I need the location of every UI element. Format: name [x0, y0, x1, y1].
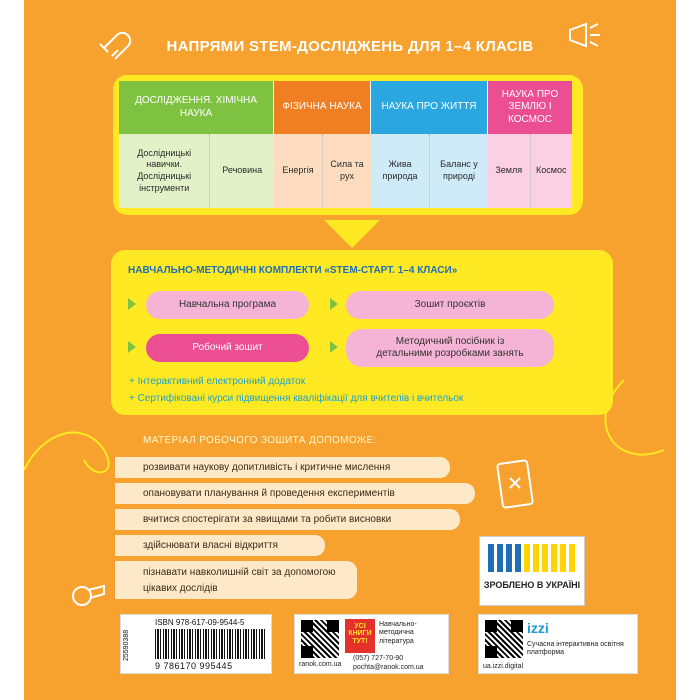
direction-header: НАУКА ПРО ЗЕМЛЮ І КОСМОС — [488, 81, 572, 134]
barcode-side-number: 25590388 — [123, 629, 130, 661]
back-cover — [24, 0, 676, 700]
material-item: вчитися спостерігати за явищами та робити висновки — [115, 509, 460, 530]
publisher-site: ranok.com.ua — [299, 661, 342, 668]
direction-subtopic: Дослідницькі навички. Дослідницькі інструменти — [119, 134, 210, 208]
barcode-number: 9 786170 995445 — [155, 661, 233, 671]
direction-subtopic: Речовина — [222, 165, 263, 176]
page-title: НАПРЯМИ STEM-ДОСЛІДЖЕНЬ ДЛЯ 1–4 КЛАСІВ — [166, 38, 534, 55]
flag-stripes-icon — [488, 544, 575, 572]
kit-item: Робочий зошит — [146, 334, 309, 362]
kit-extra: + Сертифіковані курси підвищення кваліфікації для вчителів і вчительок — [129, 393, 464, 404]
whistle-icon — [68, 580, 108, 610]
bullet-triangle-icon — [128, 298, 136, 310]
direction-header: ФІЗИЧНА НАУКА — [274, 81, 371, 134]
material-item: здійснювати власні відкриття — [115, 535, 325, 556]
kit-item: Методичний посібник із детальними розробками занять — [346, 329, 554, 367]
kit-item: Зошит проєктів — [346, 291, 554, 319]
direction-column-chemistry — [119, 81, 274, 208]
direction-header: НАУКА ПРО ЖИТТЯ — [371, 81, 488, 134]
down-arrow-icon — [324, 220, 380, 248]
izzi-logo: izzi — [527, 620, 549, 636]
direction-header: ДОСЛІДЖЕННЯ. ХІМІЧНА НАУКА — [119, 81, 274, 134]
kits-title: НАВЧАЛЬНО-МЕТОДИЧНІ КОМПЛЕКТИ «STEM-СТАРТ. 1–4 КЛАСИ» — [128, 265, 458, 276]
imprint-area — [120, 614, 640, 684]
kit-item: Навчальна програма — [146, 291, 309, 319]
material-item: пізнавати навколишній світ за допомогою цікавих дослідів — [115, 561, 357, 599]
kit-extra: + Інтерактивний електронний додаток — [129, 376, 306, 387]
izzi-tagline: Сучасна інтерактивна освітня платформа — [527, 641, 624, 657]
kits-panel — [111, 250, 613, 415]
made-in-ukraine-badge — [479, 536, 585, 606]
direction-column-life — [371, 81, 488, 208]
direction-subtopic: Жива природа — [371, 134, 430, 208]
material-heading: МАТЕРІАЛ РОБОЧОГО ЗОШИТА ДОПОМОЖЕ: — [143, 435, 377, 446]
barcode-block — [120, 614, 272, 674]
material-item: опановувати планування й проведення експериментів — [115, 483, 475, 504]
direction-subtopic: Сила та рух — [330, 159, 364, 181]
directions-table — [113, 75, 583, 215]
direction-subtopic: Енергія — [274, 134, 323, 208]
direction-column-physics — [274, 81, 371, 208]
qr-code-icon — [301, 620, 339, 658]
isbn-text: ISBN 978-617-09-9544-5 — [155, 618, 245, 627]
badge-text: ЗРОБЛЕНО В УКРАЇНІ — [483, 580, 581, 590]
publisher-tagline: Навчально-методична література — [379, 621, 417, 645]
battery-icon — [492, 454, 538, 510]
publisher-block — [294, 614, 449, 674]
publisher-phone: (057) 727-70-90 — [353, 655, 404, 662]
direction-column-earth-space — [488, 81, 572, 208]
direction-subtopic: Космос — [536, 165, 567, 176]
material-item: розвивати наукову допитливість і критичне мислення — [115, 457, 450, 478]
qr-code-icon — [485, 620, 523, 658]
direction-subtopic: Баланс у природі — [440, 159, 478, 181]
izzi-site: ua.izzi.digital — [483, 663, 524, 670]
publisher-logo: УСІ КНИГИ ТУТ! — [345, 619, 375, 653]
barcode-icon — [155, 629, 267, 659]
bullet-triangle-icon — [330, 341, 338, 353]
bullet-triangle-icon — [330, 298, 338, 310]
direction-subtopic: Земля — [488, 134, 531, 208]
izzi-block — [478, 614, 638, 674]
publisher-email: pochta@ranok.com.ua — [353, 664, 424, 671]
bullet-triangle-icon — [128, 341, 136, 353]
